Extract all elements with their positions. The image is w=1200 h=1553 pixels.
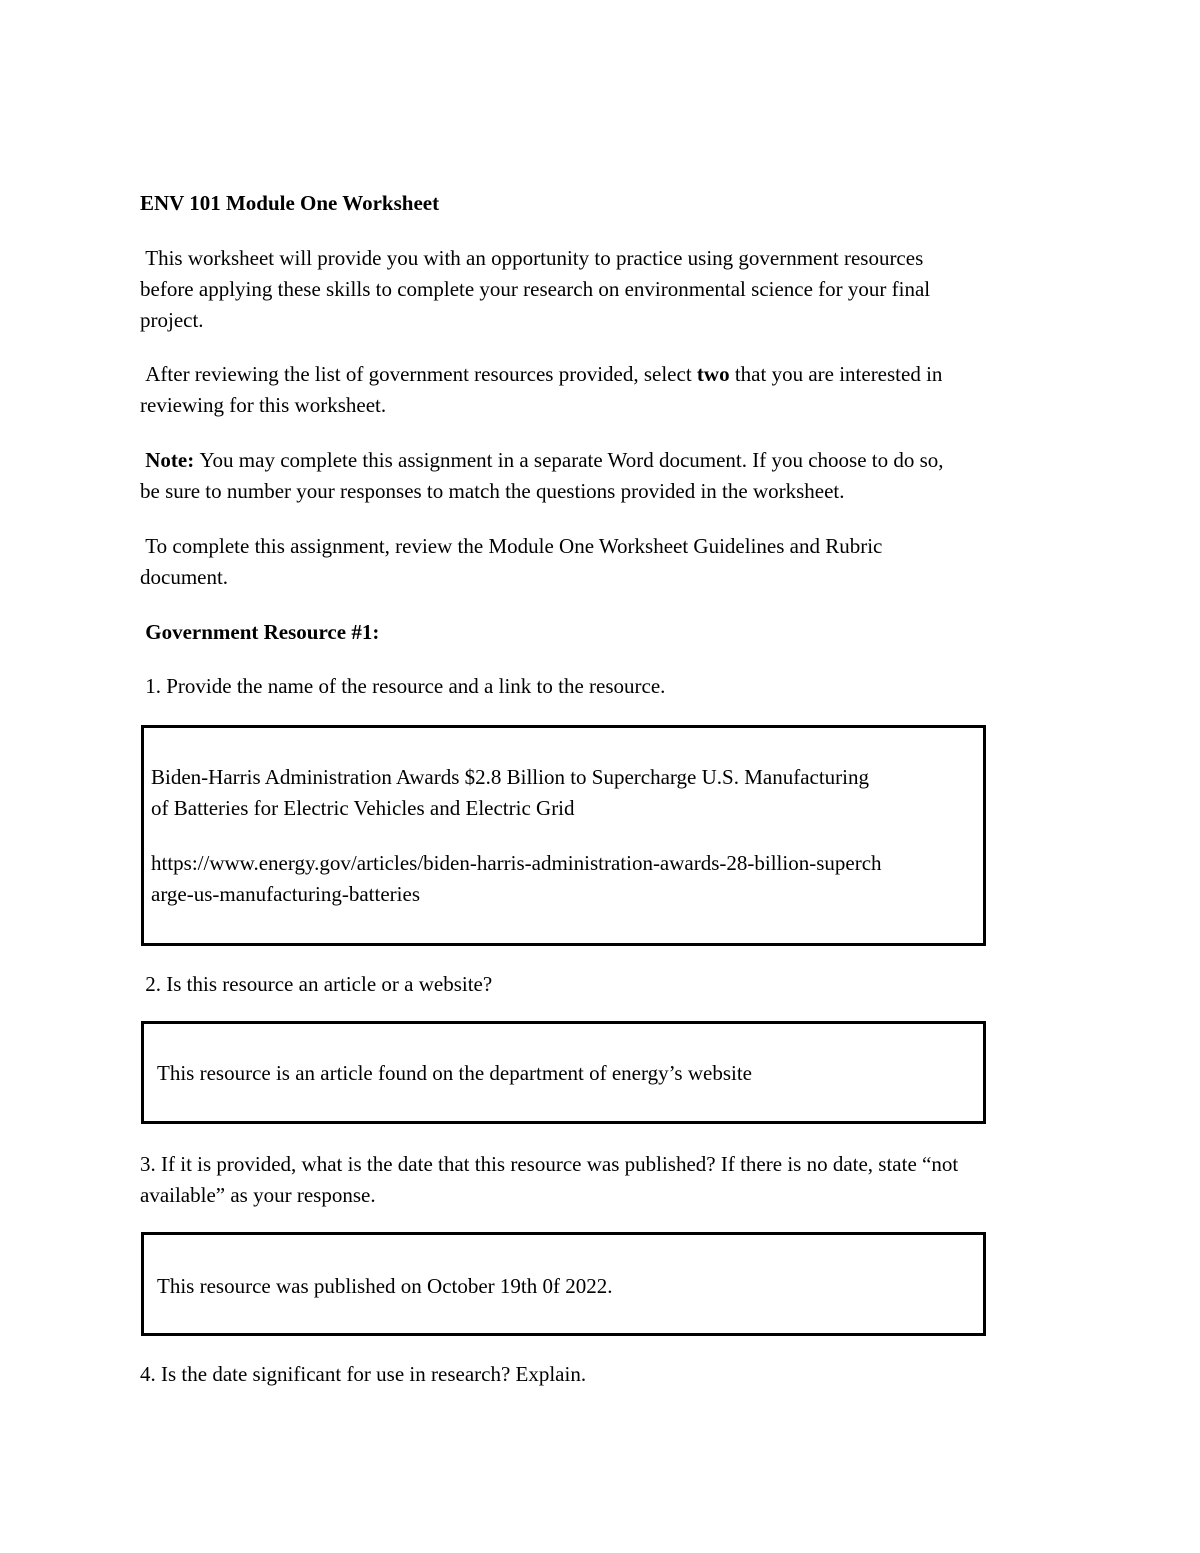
select-prefix: After reviewing the list of government resources provided, select	[140, 362, 697, 386]
select-emphasis: two	[696, 362, 730, 386]
select-instruction-line-1	[140, 359, 942, 390]
complete-instruction-line-2: document.	[140, 565, 229, 589]
question-3-line-1: 3. If it is provided, what is the date that this resource was published? If there is no date, state “not	[140, 1152, 959, 1176]
answer-2-text: This resource is an article found on the department of energy’s website	[157, 1061, 753, 1085]
section-heading: Government Resource #1:	[140, 620, 380, 644]
question-3-line-2: available” as your response.	[140, 1183, 376, 1207]
intro-line-2: before applying these skills to complete your research on environmental science for your final	[140, 277, 931, 301]
note-line-2: be sure to number your responses to match the questions provided in the worksheet.	[140, 479, 845, 503]
note-line-1	[140, 445, 944, 476]
answer-1-url-line-2: arge-us-manufacturing-batteries	[151, 882, 420, 906]
note-text: You may complete this assignment in a separate Word document. If you choose to do so,	[194, 448, 944, 472]
answer-box-2[interactable]	[141, 1021, 986, 1124]
question-2: 2. Is this resource an article or a website?	[140, 972, 493, 996]
answer-3-text: This resource was published on October 19th 0f 2022.	[157, 1274, 613, 1298]
select-suffix: that you are interested in	[729, 362, 943, 386]
answer-box-1[interactable]	[141, 725, 986, 946]
select-instruction-line-2: reviewing for this worksheet.	[140, 393, 387, 417]
question-1: 1. Provide the name of the resource and a link to the resource.	[140, 674, 666, 698]
answer-1-name-line-2: of Batteries for Electric Vehicles and Electric Grid	[151, 796, 575, 820]
answer-box-3[interactable]	[141, 1232, 986, 1336]
answer-1-name-line-1: Biden-Harris Administration Awards $2.8 Billion to Supercharge U.S. Manufacturing	[151, 765, 869, 789]
answer-1-url-line-1: https://www.energy.gov/articles/biden-harris-administration-awards-28-billion-superch	[151, 851, 882, 875]
complete-instruction-line-1: To complete this assignment, review the Module One Worksheet Guidelines and Rubric	[140, 534, 883, 558]
intro-line-3: project.	[140, 308, 204, 332]
question-4: 4. Is the date significant for use in research? Explain.	[140, 1362, 587, 1386]
note-label: Note:	[140, 448, 195, 472]
document-title: ENV 101 Module One Worksheet	[140, 191, 440, 215]
intro-line-1: This worksheet will provide you with an opportunity to practice using government resources	[140, 246, 924, 270]
